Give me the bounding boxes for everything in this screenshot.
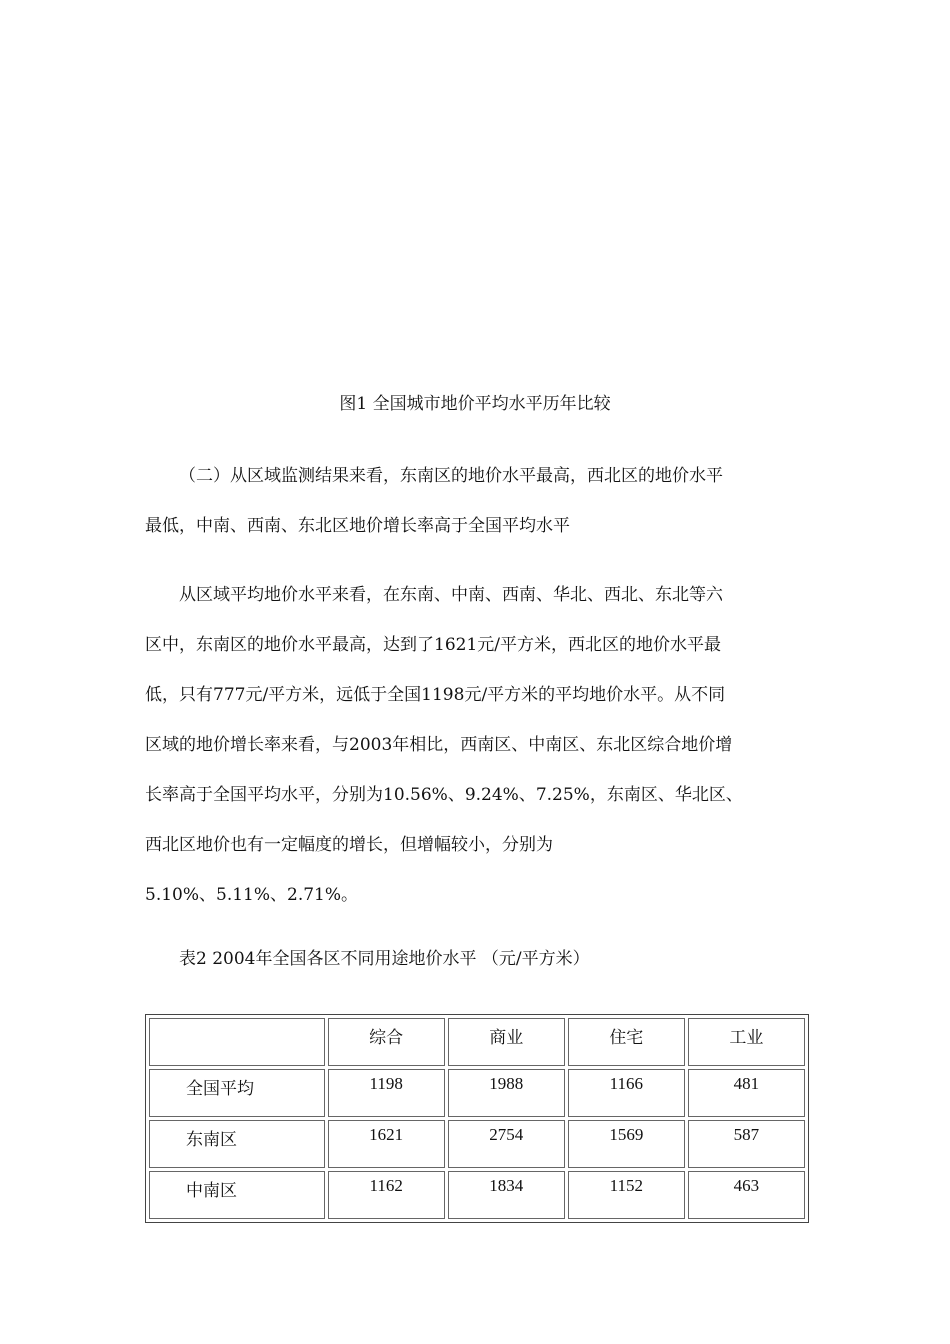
section-heading-line: （二）从区域监测结果来看，东南区的地价水平最高，西北区的地价水平 [179, 466, 723, 486]
table-cell: 1988 [448, 1069, 565, 1117]
body-paragraph-line: 低，只有777元/平方米，远低于全国1198元/平方米的平均地价水平。从不同 [145, 685, 726, 705]
body-paragraph-line: 西北区地价也有一定幅度的增长，但增幅较小，分别为 [145, 835, 553, 855]
table-cell: 1152 [568, 1171, 685, 1219]
table-header-cell: 工业 [688, 1018, 805, 1066]
table-row-label: 中南区 [149, 1171, 325, 1219]
table-cell: 1198 [328, 1069, 445, 1117]
table-cell: 1162 [328, 1171, 445, 1219]
table-cell: 1166 [568, 1069, 685, 1117]
table-cell: 2754 [448, 1120, 565, 1168]
table-row-label: 全国平均 [149, 1069, 325, 1117]
table-header-cell [149, 1018, 325, 1066]
table-header-cell: 综合 [328, 1018, 445, 1066]
table-cell: 481 [688, 1069, 805, 1117]
table-cell: 1834 [448, 1171, 565, 1219]
table-cell: 587 [688, 1120, 805, 1168]
table-row [149, 1171, 805, 1219]
table-row-label: 东南区 [149, 1120, 325, 1168]
body-paragraph-line: 区域的地价增长率来看，与2003年相比，西南区、中南区、东北区综合地价增 [145, 735, 733, 755]
table-caption: 表2 2004年全国各区不同用途地价水平 （元/平方米） [179, 949, 590, 969]
table-row [149, 1069, 805, 1117]
section-heading [145, 451, 805, 551]
table-header-cell: 住宅 [568, 1018, 685, 1066]
body-paragraph-line: 5.10%、5.11%、2.71%。 [145, 885, 359, 905]
table-header-cell: 商业 [448, 1018, 565, 1066]
table-row [149, 1120, 805, 1168]
figure-caption: 图1 全国城市地价平均水平历年比较 [339, 394, 611, 414]
table-cell: 1621 [328, 1120, 445, 1168]
body-paragraph-line: 区中，东南区的地价水平最高，达到了1621元/平方米，西北区的地价水平最 [145, 635, 721, 655]
land-price-table [145, 1014, 809, 1223]
table-cell: 1569 [568, 1120, 685, 1168]
section-heading-line: 最低，中南、西南、东北区地价增长率高于全国平均水平 [145, 516, 570, 536]
body-paragraph [145, 570, 805, 920]
table-header-row [149, 1018, 805, 1066]
table-cell: 463 [688, 1171, 805, 1219]
body-paragraph-line: 从区域平均地价水平来看，在东南、中南、西南、华北、西北、东北等六 [179, 585, 723, 605]
body-paragraph-line: 长率高于全国平均水平，分别为10.56%、9.24%、7.25%，东南区、华北区、 [145, 785, 743, 805]
